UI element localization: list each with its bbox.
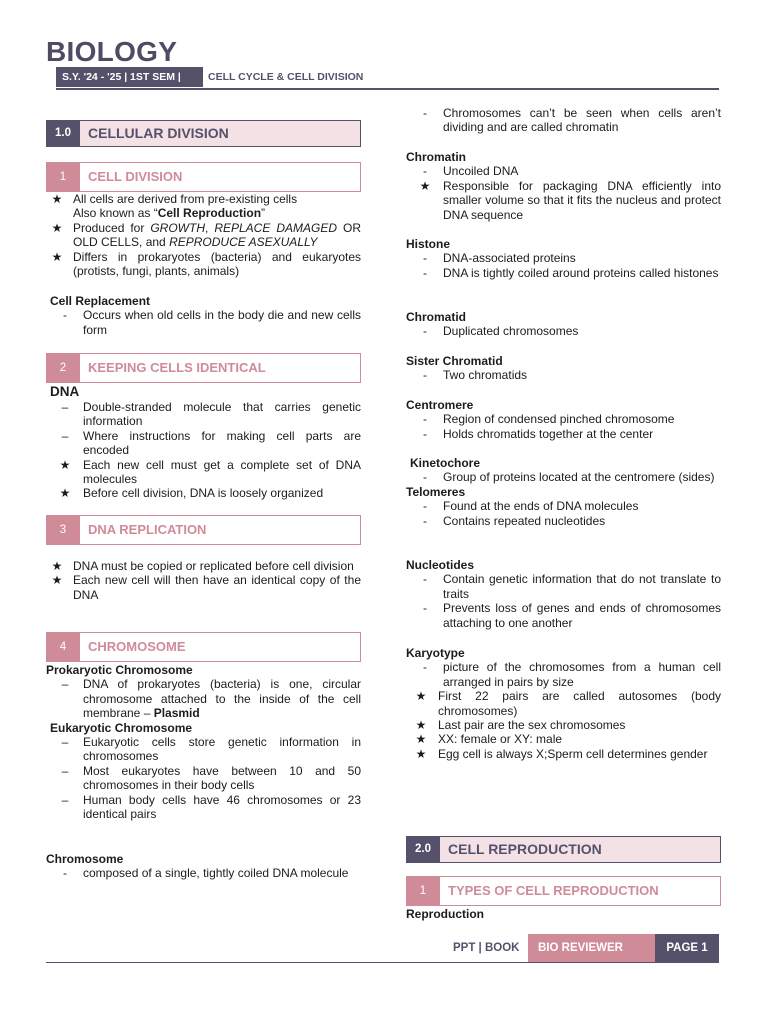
subsection-title: CELL DIVISION bbox=[80, 162, 361, 192]
term-heading: Telomeres bbox=[406, 484, 466, 499]
item-text: Before cell division, DNA is loosely organized bbox=[83, 486, 324, 501]
page-title: BIOLOGY bbox=[46, 36, 178, 67]
section-number: 1.0 bbox=[46, 120, 80, 147]
school-year-band: S.Y. '24 - '25 | 1ST SEM | bbox=[56, 67, 203, 87]
star-icon: ★ bbox=[51, 573, 63, 588]
term-heading: Chromatin bbox=[406, 150, 466, 164]
term-heading: Nucleotides bbox=[406, 558, 475, 572]
dash-icon: - bbox=[423, 164, 427, 179]
footer-references: PPT | BOOK bbox=[453, 942, 520, 954]
item-text: ” bbox=[261, 206, 266, 221]
subsection-number: 1 bbox=[46, 162, 80, 192]
subsection-title: KEEPING CELLS IDENTICAL bbox=[80, 353, 361, 383]
dash-icon: - bbox=[423, 572, 427, 587]
section-title: CELL REPRODUCTION bbox=[440, 836, 721, 863]
item-text: DNA must be copied or replicated before cell division bbox=[73, 559, 354, 573]
star-icon: ★ bbox=[415, 689, 427, 704]
footer-reviewer-label: BIO REVIEWER bbox=[528, 934, 655, 962]
list-item bbox=[46, 677, 361, 720]
list-item bbox=[406, 368, 721, 382]
star-icon: ★ bbox=[51, 220, 63, 235]
item-text: Duplicated chromosomes bbox=[443, 324, 579, 339]
star-icon: ★ bbox=[51, 559, 63, 573]
item-text: Contains repeated nucleotides bbox=[443, 513, 606, 528]
list-item bbox=[406, 732, 721, 746]
subsection-number: 2 bbox=[46, 353, 80, 383]
kinetochore-block bbox=[406, 456, 721, 528]
item-text: , and bbox=[139, 235, 170, 250]
term-heading: Sister Chromatid bbox=[406, 354, 503, 368]
dash-icon: - bbox=[63, 866, 67, 881]
item-text: , bbox=[205, 220, 215, 235]
list-item bbox=[46, 793, 361, 822]
term-heading: Reproduction bbox=[406, 907, 484, 921]
star-icon: ★ bbox=[59, 457, 71, 472]
star-icon: ★ bbox=[415, 746, 427, 761]
chromatid-block bbox=[406, 310, 721, 339]
dash-icon: – bbox=[61, 677, 69, 692]
list-item bbox=[406, 689, 721, 718]
item-text: Two chromatids bbox=[443, 368, 528, 383]
list-item bbox=[406, 266, 721, 280]
item-emphasis: REPLACE DAMAGED bbox=[214, 220, 338, 235]
item-emphasis: REPRODUCE ASEXUALLY bbox=[169, 235, 318, 250]
dash-icon: - bbox=[423, 251, 427, 266]
star-icon: ★ bbox=[59, 486, 71, 501]
star-icon: ★ bbox=[415, 718, 427, 733]
term-heading: Kinetochore bbox=[410, 456, 481, 470]
item-emphasis: GROWTH bbox=[150, 220, 205, 235]
chromatin-block bbox=[406, 150, 721, 222]
list-item bbox=[46, 250, 361, 279]
dna-replication-list bbox=[46, 559, 361, 602]
item-text: Where instructions for making cell parts are encoded bbox=[83, 428, 361, 458]
list-item bbox=[406, 412, 721, 426]
term-heading: Chromosome bbox=[46, 852, 124, 866]
dash-icon: - bbox=[423, 106, 427, 120]
item-text: Found at the ends of DNA molecules bbox=[443, 499, 639, 514]
item-text: Last pair are the sex chromosomes bbox=[438, 718, 626, 733]
list-item bbox=[50, 400, 361, 429]
term-heading: Chromatid bbox=[406, 310, 466, 324]
list-item bbox=[46, 559, 361, 573]
subsection-header-chromosome bbox=[46, 632, 361, 662]
subsection-number: 4 bbox=[46, 632, 80, 662]
subsection-header-keeping-cells-identical bbox=[46, 353, 361, 383]
term-heading: Centromere bbox=[406, 398, 474, 412]
list-item bbox=[406, 251, 721, 265]
star-icon: ★ bbox=[419, 178, 431, 193]
item-text: Holds chromatids together at the center bbox=[443, 426, 654, 441]
header-divider bbox=[56, 88, 719, 90]
star-icon: ★ bbox=[51, 249, 63, 264]
item-text: All cells are derived from pre-existing cells bbox=[73, 192, 298, 206]
dash-icon: – bbox=[61, 763, 69, 778]
list-item bbox=[46, 866, 361, 880]
subsection-number: 1 bbox=[406, 876, 440, 906]
list-item bbox=[406, 718, 721, 732]
item-text: Egg cell is always X;Sperm cell determines gender bbox=[438, 746, 708, 761]
list-item bbox=[46, 764, 361, 793]
list-item bbox=[50, 429, 361, 458]
item-text: Eukaryotic cells store genetic information in chromosomes bbox=[83, 735, 361, 764]
dash-icon: - bbox=[423, 368, 427, 383]
term-heading: Karyotype bbox=[406, 646, 465, 660]
item-text: XX: female or XY: male bbox=[438, 732, 563, 747]
term-heading: DNA bbox=[50, 384, 80, 399]
term-heading: Prokaryotic Chromosome bbox=[46, 663, 193, 677]
footer-divider bbox=[46, 962, 719, 963]
item-text: Human body cells have 46 chromosomes or 23 identical pairs bbox=[83, 792, 361, 822]
prokaryotic-block bbox=[46, 663, 361, 821]
subsection-title: TYPES OF CELL REPRODUCTION bbox=[440, 876, 721, 906]
list-item bbox=[406, 601, 721, 630]
list-item bbox=[406, 427, 721, 441]
list-item bbox=[406, 106, 721, 135]
subsection-header-types-of-cell-reproduction bbox=[406, 876, 721, 906]
list-item bbox=[406, 572, 721, 601]
item-text: OR OLD CELLS bbox=[73, 220, 361, 250]
centromere-block bbox=[406, 398, 721, 441]
dash-icon: – bbox=[61, 428, 69, 443]
item-text: DNA of prokaryotes (bacteria) is one, circular chromosome attached to the inside of the cell membrane – bbox=[83, 677, 361, 721]
cell-replacement-block bbox=[50, 294, 361, 337]
histone-block bbox=[406, 237, 721, 280]
list-item bbox=[406, 324, 721, 338]
reproduction-block bbox=[406, 907, 721, 921]
subsection-number: 3 bbox=[46, 515, 80, 545]
list-item bbox=[46, 221, 361, 250]
subsection-title: CHROMOSOME bbox=[80, 632, 361, 662]
nucleotides-block bbox=[406, 558, 721, 630]
dash-icon: - bbox=[423, 499, 427, 514]
list-item bbox=[46, 573, 361, 602]
item-text: Uncoiled DNA bbox=[443, 164, 519, 179]
dash-icon: - bbox=[423, 426, 427, 441]
item-text: Differs in prokaryotes (bacteria) and eukaryotes (protists, fungi, plants, animals) bbox=[73, 249, 361, 279]
term-heading: Histone bbox=[406, 237, 451, 251]
dash-icon: – bbox=[61, 792, 69, 807]
dash-icon: – bbox=[61, 400, 69, 414]
list-item bbox=[50, 308, 361, 337]
section-title: CELLULAR DIVISION bbox=[80, 120, 361, 147]
list-item bbox=[406, 660, 721, 689]
dash-icon: - bbox=[423, 324, 427, 339]
dash-icon: - bbox=[423, 601, 427, 616]
item-text: First 22 pairs are called autosomes (body chromosomes) bbox=[438, 689, 721, 718]
section-header-cell-reproduction bbox=[406, 836, 721, 863]
list-item bbox=[406, 514, 721, 528]
star-icon: ★ bbox=[51, 192, 63, 206]
item-text: composed of a single, tightly coiled DNA molecule bbox=[83, 866, 349, 881]
item-text: Region of condensed pinched chromosome bbox=[443, 412, 675, 427]
topic-label: CELL CYCLE & CELL DIVISION bbox=[208, 71, 364, 83]
cell-division-list bbox=[46, 192, 361, 278]
list-item bbox=[406, 179, 721, 222]
section-number: 2.0 bbox=[406, 836, 440, 863]
list-item bbox=[406, 164, 721, 178]
dash-icon: - bbox=[423, 513, 427, 528]
item-emphasis: Cell Reproduction bbox=[157, 206, 262, 221]
list-item bbox=[50, 486, 361, 500]
page-number: PAGE 1 bbox=[655, 934, 719, 962]
item-emphasis: Plasmid bbox=[153, 706, 200, 721]
list-item bbox=[406, 747, 721, 761]
dna-block bbox=[50, 384, 361, 501]
list-item bbox=[406, 470, 721, 484]
item-text: Each new cell will then have an identical copy of the DNA bbox=[73, 573, 361, 602]
item-text: Double-stranded molecule that carries genetic information bbox=[83, 400, 361, 429]
list-item bbox=[50, 458, 361, 487]
item-text: Produced for bbox=[73, 220, 151, 235]
item-text: DNA-associated proteins bbox=[443, 251, 576, 266]
item-text: Contain genetic information that do not translate to traits bbox=[443, 572, 721, 601]
list-item bbox=[46, 735, 361, 764]
dash-icon: – bbox=[61, 735, 69, 750]
item-text: Also known as “ bbox=[73, 206, 158, 221]
section-header-cellular-division bbox=[46, 120, 361, 147]
item-text: picture of the chromosomes from a human cell arranged in pairs by size bbox=[443, 660, 721, 689]
item-text: Most eukaryotes have between 10 and 50 chromosomes in their body cells bbox=[83, 763, 361, 793]
karyotype-block bbox=[406, 646, 721, 761]
chromosome-definition-block bbox=[46, 852, 361, 881]
item-text: Chromosomes can’t be seen when cells aren’t dividing and are called chromatin bbox=[443, 106, 721, 135]
dash-icon: - bbox=[423, 660, 427, 675]
item-text: Each new cell must get a complete set of DNA molecules bbox=[83, 457, 361, 487]
item-text: Prevents loss of genes and ends of chromosomes attaching to one another bbox=[443, 601, 721, 630]
item-text: Responsible for packaging DNA efficiently into smaller volume so that it fits the nucleus and protect DNA sequence bbox=[443, 178, 721, 222]
dash-icon: - bbox=[63, 308, 67, 323]
subsection-header-dna-replication bbox=[46, 515, 361, 545]
item-text: Occurs when old cells in the body die and new cells form bbox=[83, 308, 361, 337]
dash-icon: - bbox=[423, 412, 427, 427]
list-item bbox=[46, 192, 361, 221]
subsection-header-cell-division bbox=[46, 162, 361, 192]
dash-icon: - bbox=[423, 470, 427, 485]
dash-icon: - bbox=[423, 265, 427, 280]
subsection-title: DNA REPLICATION bbox=[80, 515, 361, 545]
chromatin-note bbox=[406, 106, 721, 135]
list-item bbox=[406, 499, 721, 513]
term-heading: Eukaryotic Chromosome bbox=[50, 720, 193, 735]
star-icon: ★ bbox=[415, 732, 427, 747]
item-text: DNA is tightly coiled around proteins called histones bbox=[443, 265, 719, 280]
term-heading: Cell Replacement bbox=[50, 294, 151, 308]
sister-chromatid-block bbox=[406, 354, 721, 383]
item-text: Group of proteins located at the centromere (sides) bbox=[443, 470, 715, 485]
